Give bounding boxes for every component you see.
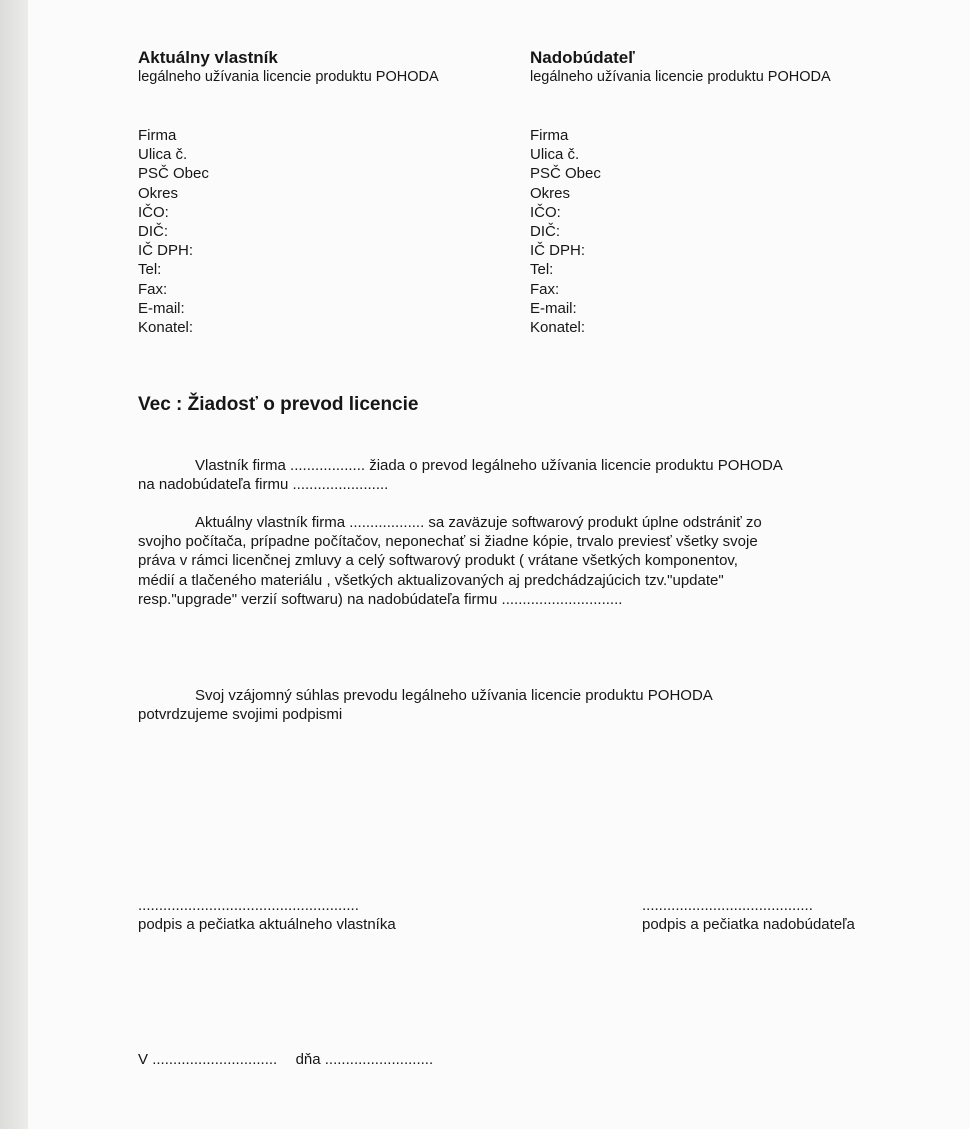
place-date-line <box>138 1050 433 1069</box>
acquirer-field-psc: PSČ Obec <box>530 165 601 183</box>
owner-field-email: E-mail: <box>138 299 185 317</box>
subject-heading: Vec : Žiadosť o prevod licencie <box>138 394 419 415</box>
owner-title: Aktuálny vlastník <box>138 48 278 67</box>
acquirer-field-okres: Okres <box>530 184 571 202</box>
paragraph-line: na nadobúdateľa firmu ....................... <box>138 476 389 494</box>
owner-fields <box>138 126 209 337</box>
paragraph-line: médií a tlačeného materiálu , všetkých aktualizovaných aj predchádzajúcich tzv."update" <box>138 571 724 589</box>
owner-field-icdph: IČ DPH: <box>138 242 194 260</box>
paragraph-line: práva v rámci licenčnej zmluvy a celý softwarový produkt ( vrátane všetkých komponentov, <box>138 552 738 570</box>
acquirer-field-tel: Tel: <box>530 261 554 279</box>
document-page <box>28 0 970 1129</box>
acquirer-field-fax: Fax: <box>530 280 560 298</box>
acquirer-field-email: E-mail: <box>530 299 577 317</box>
acquirer-signature <box>642 896 855 934</box>
owner-subtitle: legálneho užívania licencie produktu POHODA <box>138 69 439 85</box>
acquirer-field-ico: IČO: <box>530 203 561 221</box>
scan-edge <box>0 0 28 1129</box>
acquirer-header <box>530 48 831 87</box>
acquirer-field-firma: Firma <box>530 127 569 144</box>
paragraph-obligation <box>138 513 928 609</box>
acquirer-signature-line: ......................................... <box>642 897 813 914</box>
owner-signature-label: podpis a pečiatka aktuálneho vlastníka <box>138 916 396 933</box>
owner-field-okres: Okres <box>138 184 179 202</box>
paragraph-line: potvrdzujeme svojimi podpismi <box>138 706 343 724</box>
paragraph-line: Vlastník firma .................. žiada o prevod legálneho užívania licencie produktu POHODA <box>195 457 783 474</box>
owner-signature-line: ..................................................... <box>138 897 359 914</box>
acquirer-title: Nadobúdateľ <box>530 48 635 67</box>
owner-field-fax: Fax: <box>138 280 168 298</box>
acquirer-subtitle: legálneho užívania licencie produktu POHODA <box>530 69 831 85</box>
paragraph-line: Aktuálny vlastník firma .................. sa zaväzuje softwarový produkt úplne odstrániť zo <box>195 514 762 531</box>
owner-signature <box>138 896 396 934</box>
acquirer-field-ulica: Ulica č. <box>530 146 580 164</box>
acquirer-field-konatel: Konatel: <box>530 319 586 337</box>
place-label: V <box>138 1051 149 1068</box>
acquirer-fields <box>530 126 601 337</box>
owner-field-firma: Firma <box>138 127 177 144</box>
acquirer-field-dic: DIČ: <box>530 223 560 241</box>
place-dots: .............................. <box>152 1051 278 1068</box>
owner-field-psc: PSČ Obec <box>138 165 209 183</box>
owner-field-dic: DIČ: <box>138 223 168 241</box>
date-dots: .......................... <box>324 1051 434 1068</box>
acquirer-field-icdph: IČ DPH: <box>530 242 586 260</box>
owner-field-tel: Tel: <box>138 261 162 279</box>
paragraph-consent <box>138 686 928 724</box>
owner-field-konatel: Konatel: <box>138 319 194 337</box>
paragraph-line: resp."upgrade" verzií softwaru) na nadobúdateľa firmu ............................. <box>138 590 623 608</box>
owner-header <box>138 48 439 87</box>
owner-field-ulica: Ulica č. <box>138 146 188 164</box>
paragraph-line: svojho počítača, prípadne počítačov, neponechať si žiadne kópie, trvalo previesť všetky svoje <box>138 533 758 551</box>
paragraph-line: Svoj vzájomný súhlas prevodu legálneho užívania licencie produktu POHODA <box>195 687 713 704</box>
owner-field-ico: IČO: <box>138 203 169 221</box>
acquirer-signature-label: podpis a pečiatka nadobúdateľa <box>642 916 855 933</box>
date-label: dňa <box>295 1051 321 1068</box>
paragraph-request <box>138 456 928 494</box>
